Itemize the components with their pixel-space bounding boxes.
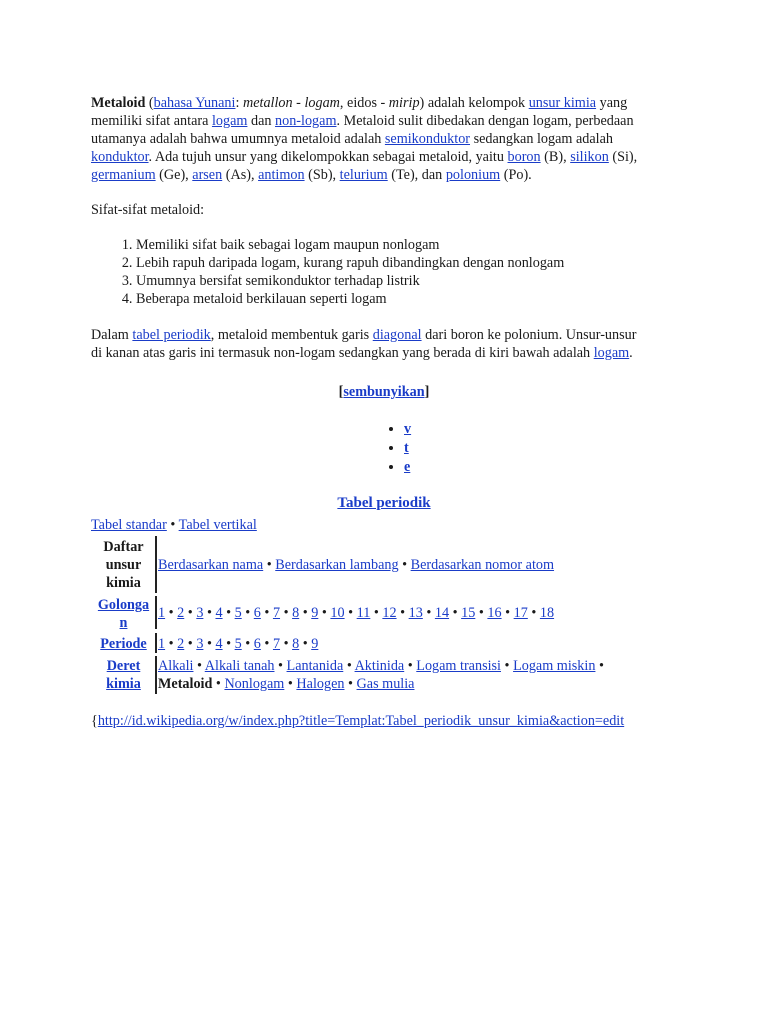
link-diagonal[interactable]: diagonal [372, 327, 422, 343]
link-logam[interactable]: logam [211, 113, 248, 129]
text: ( [145, 95, 154, 111]
row-divider [155, 633, 157, 653]
separator: • [344, 605, 357, 621]
navbox-link[interactable]: Alkali [158, 658, 194, 674]
intro-line-5 [91, 166, 532, 184]
navbox-link[interactable]: Logam miskin [513, 658, 596, 674]
separator: • [344, 676, 357, 692]
navbox-link[interactable]: 2 [177, 636, 185, 652]
text: memiliki sifat antara [91, 113, 212, 129]
text: : [235, 95, 243, 111]
periodic-line-2 [91, 344, 633, 362]
text: (B), [540, 149, 571, 165]
link-view[interactable]: v [404, 421, 412, 437]
list-item [404, 458, 411, 477]
link-semikonduktor[interactable]: semikonduktor [384, 131, 471, 147]
separator: • [222, 636, 235, 652]
separator: • [263, 557, 276, 573]
separator: • [501, 658, 514, 674]
brace-open: { [91, 713, 98, 729]
link-unsur-kimia[interactable]: unsur kimia [528, 95, 597, 111]
navbox-link[interactable]: 4 [215, 605, 223, 621]
header-line: kimia [106, 676, 141, 692]
link-talk[interactable]: t [404, 440, 409, 456]
navbox-link[interactable]: 4 [215, 636, 223, 652]
navbox-link[interactable]: Nonlogam [224, 676, 285, 692]
table-links [91, 517, 257, 534]
separator: • [260, 636, 273, 652]
separator: • [260, 605, 273, 621]
link-arsen[interactable]: arsen [192, 167, 223, 183]
intro-line-3 [91, 130, 613, 148]
separator: • [165, 605, 178, 621]
navbox-link[interactable]: 3 [196, 636, 204, 652]
text: dan [247, 113, 276, 129]
intro-line-2 [91, 112, 634, 130]
navbox-link[interactable]: Lantanida [286, 658, 344, 674]
list-item: 1. Memiliki sifat baik sebagai logam maupun nonlogam [136, 236, 564, 254]
navbox-link[interactable]: Berdasarkan nomor atom [410, 557, 555, 573]
navbox-link[interactable]: 9 [311, 605, 319, 621]
row-content-deret-line2 [158, 675, 414, 693]
edit-url-line [91, 713, 624, 730]
row-divider [155, 536, 157, 593]
separator: • [193, 658, 205, 674]
list-item [404, 439, 411, 458]
link-bahasa-yunani[interactable]: bahasa Yunani [153, 95, 236, 111]
separator: • [203, 605, 216, 621]
text: - [292, 95, 305, 111]
list-item [404, 420, 411, 439]
text: dari boron ke polonium. Unsur-unsur [421, 327, 637, 343]
navbox-link[interactable]: Berdasarkan nama [158, 557, 264, 573]
text: ) adalah kelompok [419, 95, 529, 111]
navbox-hide-toggle [0, 384, 768, 401]
row-content-golongan [158, 604, 554, 622]
separator: • [212, 676, 225, 692]
separator: • [449, 605, 462, 621]
link-golongan[interactable] [92, 596, 155, 632]
header-line: n [119, 615, 128, 631]
properties-heading: Sifat-sifat metaloid: [91, 202, 205, 218]
navbox-link[interactable]: 2 [177, 605, 185, 621]
text: di kanan atas garis ini termasuk non-logam sedangkan yang berada di kiri bawah adalah [91, 345, 594, 361]
intro-line-1 [91, 94, 627, 112]
navbox-link[interactable]: 8 [292, 605, 300, 621]
hide-link[interactable]: sembunyikan [343, 384, 425, 400]
link-periode[interactable]: Periode [100, 636, 147, 652]
vte-list [380, 420, 411, 477]
navbox-link[interactable]: 18 [539, 605, 555, 621]
link-tabel-periodik[interactable]: tabel periodik [132, 327, 211, 343]
navbox-link[interactable]: 13 [408, 605, 423, 621]
link-edit-url[interactable]: http://id.wikipedia.org/w/index.php?title=Templat:Tabel_periodik_unsur_kimia&action=edit [97, 713, 625, 729]
list-item: 2. Lebih rapuh daripada logam, kurang rapuh dibandingkan dengan nonlogam [136, 254, 564, 272]
current-item-metaloid: Metaloid [158, 676, 213, 692]
link-non-logam[interactable]: non-logam [275, 113, 337, 129]
separator: • [241, 636, 254, 652]
link-antimon[interactable]: antimon [258, 167, 305, 183]
separator: • [299, 636, 312, 652]
header-line: Deret [106, 658, 141, 674]
row-divider [155, 656, 157, 694]
text: (Ge), [155, 167, 193, 183]
navbox-link[interactable]: 10 [330, 605, 345, 621]
row-header-golongan [92, 596, 155, 632]
text: Dalam [91, 327, 133, 343]
navbox-link[interactable]: 3 [196, 605, 204, 621]
list-item: 3. Umumnya bersifat semikonduktor terhadap listrik [136, 272, 564, 290]
separator: • [422, 605, 435, 621]
row-content-periode [158, 635, 318, 653]
separator: • [343, 658, 355, 674]
link-deret-kimia[interactable] [92, 657, 155, 693]
intro-line-4 [91, 148, 637, 166]
header-line: Daftar [103, 539, 144, 555]
row-content-daftar [158, 556, 554, 574]
separator: • [284, 676, 297, 692]
separator: • [280, 636, 293, 652]
bracket-open: [ [338, 384, 344, 400]
separator: • [527, 605, 540, 621]
navbox-link[interactable]: 5 [234, 605, 242, 621]
link-edit[interactable]: e [404, 459, 411, 475]
navbox-link[interactable]: Gas mulia [356, 676, 415, 692]
separator: • [396, 605, 409, 621]
list-item: 4. Beberapa metaloid berkilauan seperti logam [136, 290, 564, 308]
bracket-close: ] [424, 384, 430, 400]
periodic-line-1 [91, 326, 636, 344]
navbox-link[interactable]: Halogen [296, 676, 345, 692]
navbox-link[interactable]: 1 [158, 605, 166, 621]
separator: • [280, 605, 293, 621]
navbox-link[interactable]: 17 [513, 605, 528, 621]
navbox-link[interactable]: 15 [461, 605, 476, 621]
navbox-link[interactable]: Aktinida [354, 658, 405, 674]
word-mirip: mirip [388, 95, 420, 111]
separator: • [203, 636, 216, 652]
separator: • [318, 605, 331, 621]
separator: • [222, 605, 235, 621]
separator: • [299, 605, 312, 621]
navbox-link[interactable]: Berdasarkan lambang [275, 557, 399, 573]
link-germanium[interactable]: germanium [91, 167, 156, 183]
navbox-link[interactable]: Logam transisi [416, 658, 501, 674]
navbox-link[interactable]: 8 [292, 636, 300, 652]
separator: • [166, 517, 179, 533]
word-metallon: metallon [242, 95, 293, 111]
separator: • [241, 605, 254, 621]
text: yang [596, 95, 628, 111]
text: utamanya adalah bahwa umumnya metaloid adalah [91, 131, 385, 147]
link-silikon[interactable]: silikon [570, 149, 609, 165]
header-line: Golonga [97, 597, 150, 613]
row-header-daftar [92, 538, 155, 592]
separator: • [370, 605, 383, 621]
text: (Po). [500, 167, 532, 183]
separator: • [184, 605, 197, 621]
separator: • [501, 605, 514, 621]
link-logam-2[interactable]: logam [593, 345, 630, 361]
navbox-link[interactable]: 7 [272, 605, 281, 621]
link-tabel-standar[interactable]: Tabel standar [91, 517, 167, 533]
text: (Te), dan [387, 167, 446, 183]
text: . [629, 345, 633, 361]
navbox-link[interactable]: Alkali tanah [204, 658, 275, 674]
navbox-link[interactable]: 14 [434, 605, 450, 621]
row-content-deret-line1 [158, 657, 604, 675]
row-header-deret [92, 657, 155, 693]
text: (Sb), [304, 167, 340, 183]
link-polonium[interactable]: polonium [445, 167, 501, 183]
term-metaloid: Metaloid [91, 95, 146, 111]
navbox-link[interactable]: 12 [382, 605, 397, 621]
link-tabel-periodik-title[interactable]: Tabel periodik [337, 495, 431, 511]
text: sedangkan logam adalah [470, 131, 614, 147]
text: (As), [222, 167, 259, 183]
text: . Ada tujuh unsur yang dikelompokkan sebagai metaloid, yaitu [148, 149, 508, 165]
navbox-link[interactable]: 9 [311, 636, 319, 652]
text: . Metaloid sulit dibedakan dengan logam, perbedaan [336, 113, 634, 129]
separator: • [475, 605, 488, 621]
properties-list [91, 236, 564, 308]
navbox-link[interactable]: 5 [234, 636, 242, 652]
header-line: unsur [105, 557, 142, 573]
word-logam: logam [304, 95, 340, 111]
row-divider [155, 596, 157, 629]
text: , eidos - [339, 95, 389, 111]
row-header-periode [92, 635, 155, 653]
navbox-link[interactable]: 6 [253, 605, 261, 621]
link-konduktor[interactable]: konduktor [91, 149, 149, 165]
navbox-link[interactable]: 1 [158, 636, 166, 652]
navbox-link[interactable]: 16 [487, 605, 502, 621]
text: , metaloid membentuk garis [210, 327, 373, 343]
separator: • [398, 557, 411, 573]
navbox-link[interactable]: 7 [272, 636, 281, 652]
link-telurium[interactable]: telurium [339, 167, 388, 183]
separator: • [404, 658, 417, 674]
link-tabel-vertikal[interactable]: Tabel vertikal [178, 517, 257, 533]
link-boron[interactable]: boron [507, 149, 541, 165]
separator: • [165, 636, 178, 652]
header-line: kimia [106, 575, 141, 591]
navbox-link[interactable]: 11 [356, 605, 371, 621]
navbox-link[interactable]: 6 [253, 636, 261, 652]
text: (Si), [608, 149, 638, 165]
separator: • [274, 658, 287, 674]
separator: • [595, 658, 604, 674]
navbox-title [0, 495, 768, 512]
separator: • [184, 636, 197, 652]
